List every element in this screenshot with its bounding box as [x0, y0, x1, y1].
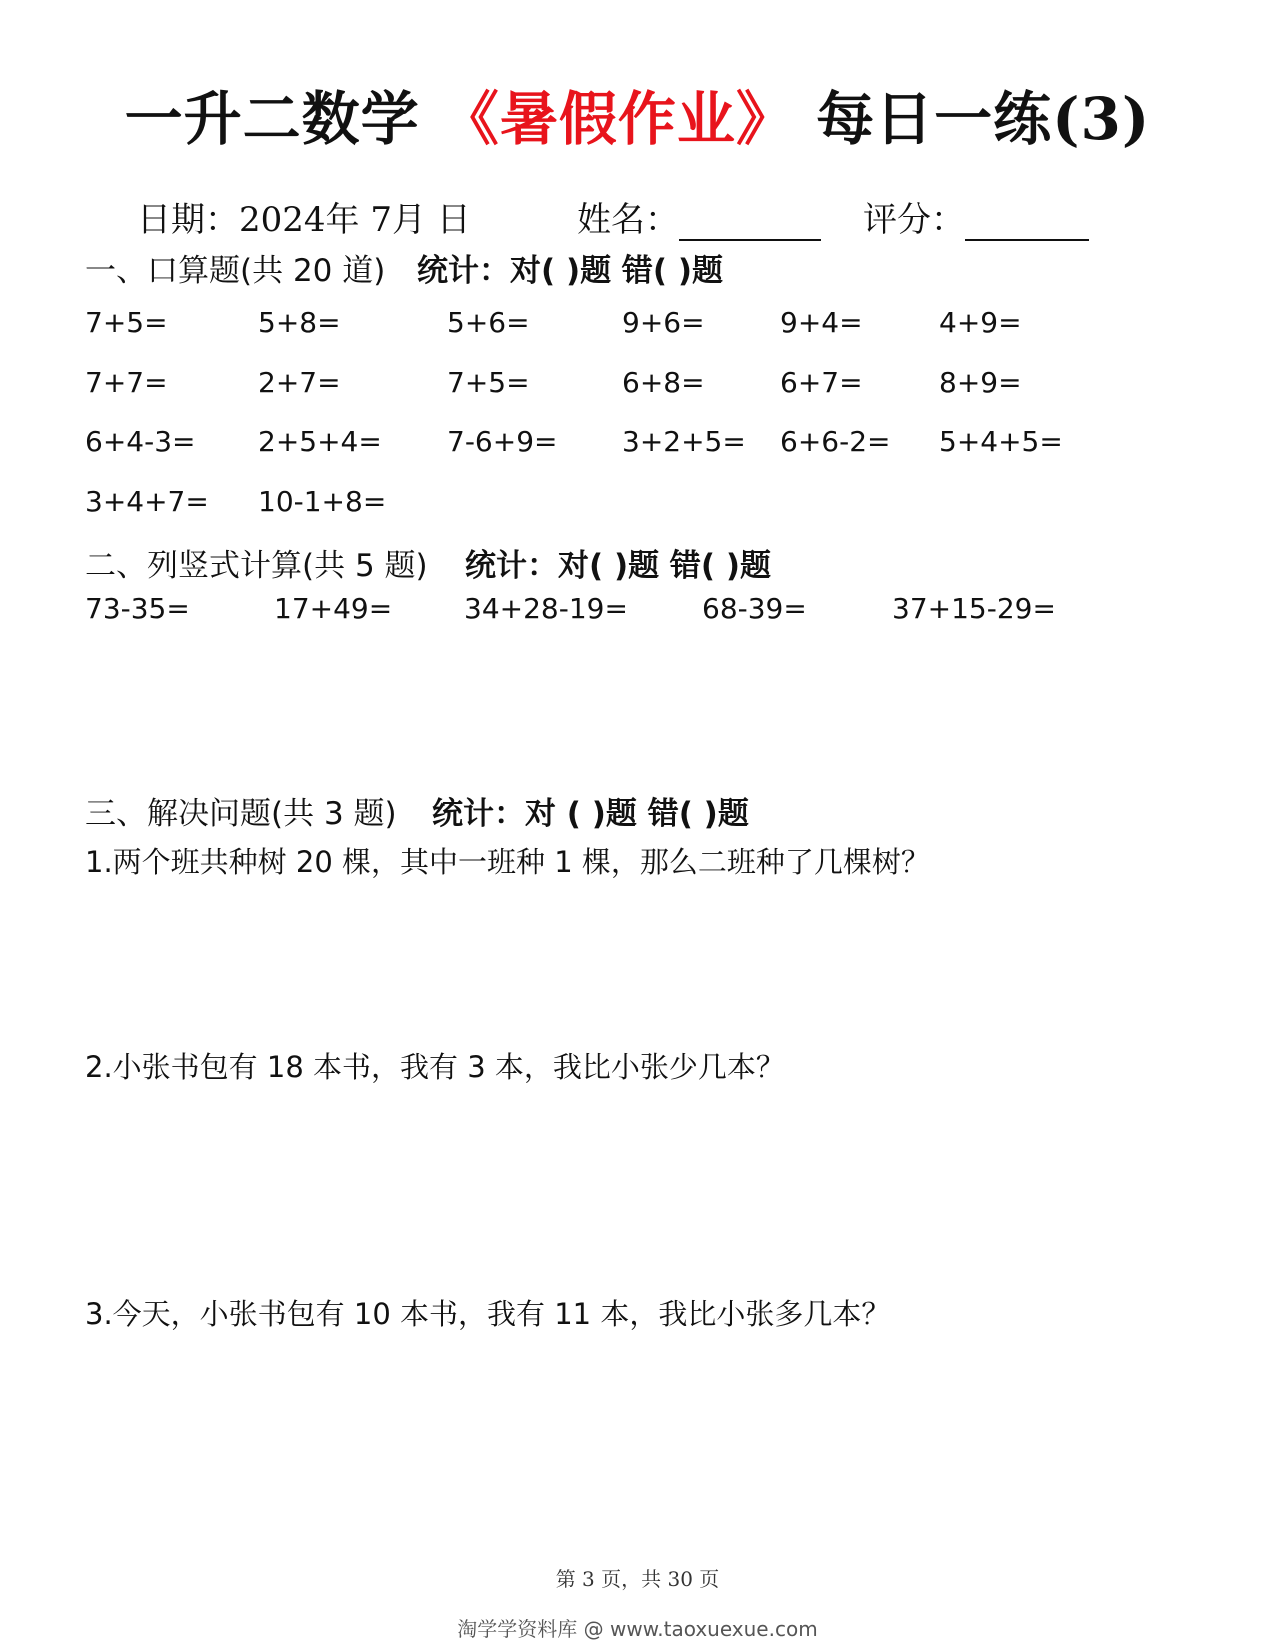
section1-heading: 一、口算题(共 20 道)	[85, 253, 386, 289]
oral-problem: 7+7=	[85, 366, 168, 399]
title-highlight: 《暑假作业》	[440, 85, 795, 153]
word-problem: 2.小张书包有 18 本书，我有 3 本，我比小张少几本？	[85, 1050, 785, 1084]
oral-problem: 9+4=	[780, 306, 863, 339]
title-suffix: 每日一练(3)	[816, 85, 1151, 153]
section2-stats-wrap	[465, 540, 771, 585]
score-label: 评分：	[863, 200, 965, 240]
score-blank[interactable]	[965, 209, 1089, 241]
oral-problem: 5+4+5=	[939, 425, 1063, 458]
oral-problem: 3+2+5=	[622, 425, 746, 458]
section2-heading: 二、列竖式计算(共 5 题)	[85, 548, 428, 584]
section1-stats: 统计：对( )题 错( )题	[417, 253, 724, 289]
section3-stats-wrap	[432, 788, 749, 833]
name-blank[interactable]	[679, 209, 821, 241]
name-label: 姓名：	[577, 200, 679, 240]
page-title	[0, 72, 1275, 156]
vertical-problem: 73-35=	[85, 592, 190, 625]
oral-problem: 7+5=	[447, 366, 530, 399]
oral-problem: 3+4+7=	[85, 485, 209, 518]
oral-problem: 7+5=	[85, 306, 168, 339]
score-field	[863, 192, 1089, 241]
section1-stats-wrap	[417, 245, 723, 290]
vertical-problem: 68-39=	[702, 592, 807, 625]
vertical-problem: 17+49=	[274, 592, 393, 625]
section1-header	[85, 245, 385, 290]
section3-heading: 三、解决问题(共 3 题)	[85, 796, 397, 832]
page-number: 第 3 页，共 30 页	[555, 1567, 720, 1591]
vertical-problem: 34+28-19=	[464, 592, 628, 625]
name-field	[577, 192, 821, 241]
vertical-problem: 37+15-29=	[892, 592, 1056, 625]
oral-problem: 2+7=	[258, 366, 341, 399]
oral-problem: 8+9=	[939, 366, 1022, 399]
oral-problem: 5+8=	[258, 306, 341, 339]
date-field: 日期：2024年 7月 日	[137, 200, 471, 240]
oral-problem: 6+7=	[780, 366, 863, 399]
section2-stats: 统计：对( )题 错( )题	[465, 548, 772, 584]
oral-problem: 4+9=	[939, 306, 1022, 339]
oral-problem: 6+6-2=	[780, 425, 891, 458]
title-prefix: 一升二数学	[124, 85, 420, 153]
oral-problem: 10-1+8=	[258, 485, 387, 518]
oral-problem: 6+8=	[622, 366, 705, 399]
word-problem: 3.今天，小张书包有 10 本书，我有 11 本，我比小张多几本？	[85, 1297, 891, 1331]
word-problem: 1.两个班共种树 20 棵，其中一班种 1 棵，那么二班种了几棵树？	[85, 845, 930, 879]
oral-problem: 9+6=	[622, 306, 705, 339]
oral-problem: 5+6=	[447, 306, 530, 339]
watermark: 淘学学资料库 @ www.taoxuexue.com	[457, 1617, 818, 1641]
section3-stats: 统计：对 ( )题 错( )题	[432, 796, 749, 832]
oral-problem: 6+4-3=	[85, 425, 196, 458]
oral-problem: 7-6+9=	[447, 425, 558, 458]
oral-problem: 2+5+4=	[258, 425, 382, 458]
